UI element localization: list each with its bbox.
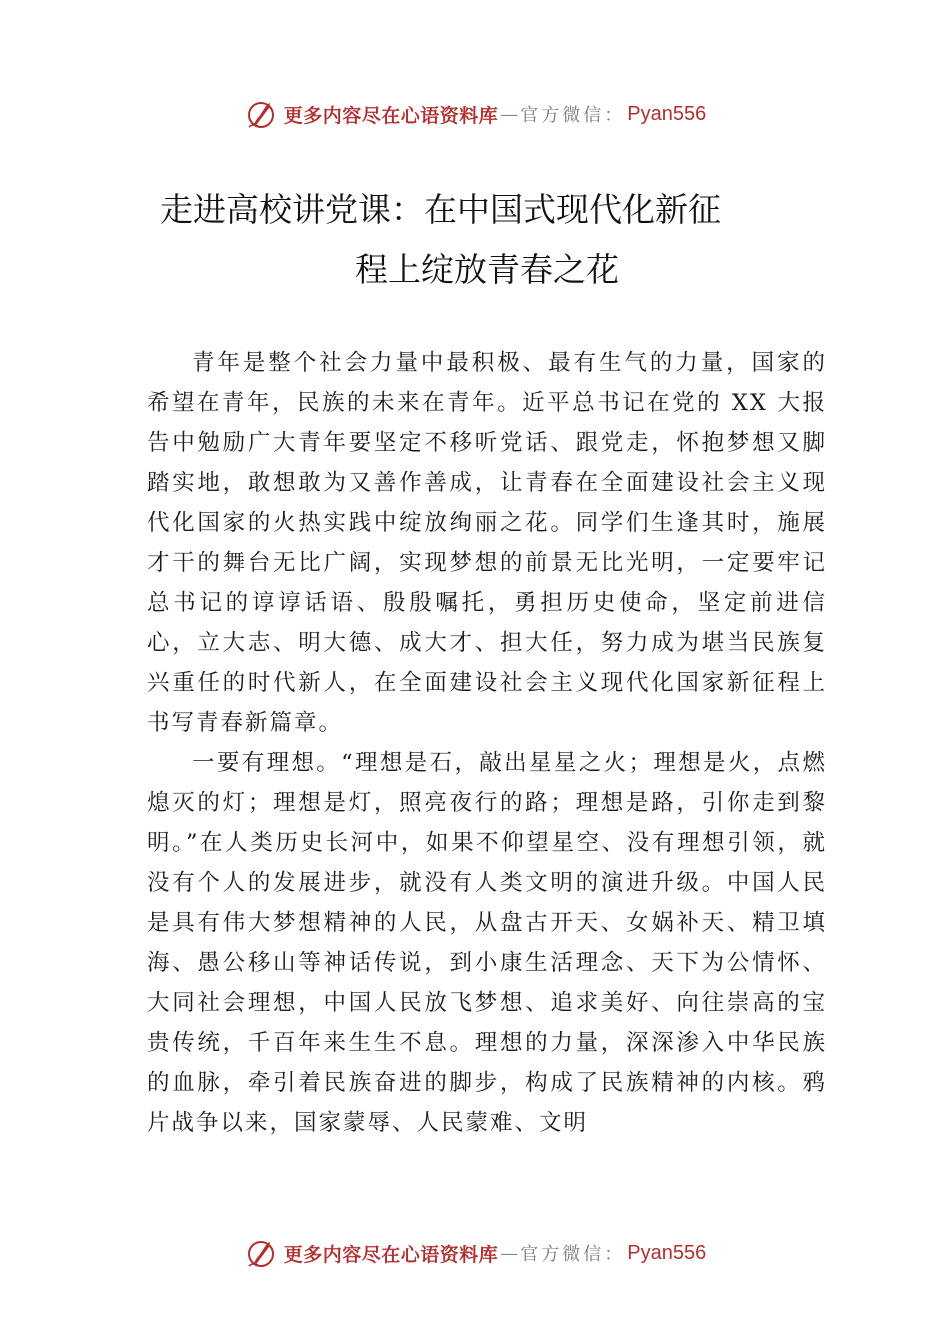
banner-brand-text: 更多内容尽在心语资料库 [283, 104, 499, 127]
title-line-1: 走进高校讲党课：在中国式现代化新征 [160, 190, 721, 229]
banner-wechat-label: 官方微信： [520, 105, 626, 126]
document-title [150, 180, 820, 300]
banner-wechat-label: 官方微信： [520, 1244, 626, 1265]
document-body [147, 343, 827, 1143]
banner-separator: — [500, 103, 519, 125]
banner-wechat-id: Pyan556 [627, 102, 707, 125]
banner-separator: — [500, 1242, 519, 1264]
title-line-2: 程上绽放青春之花 [355, 250, 619, 289]
banner-brand-text: 更多内容尽在心语资料库 [283, 1243, 499, 1266]
banner-wechat-id: Pyan556 [627, 1241, 707, 1264]
quill-pen-logo-icon [244, 97, 278, 131]
paragraph-intro: 青年是整个社会力量中最积极、最有生气的力量，国家的希望在青年，民族的未来在青年。近平总书记在党的 XX 大报告中勉励广大青年要坚定不移听党话、跟党走，怀抱梦想又脚踏实地，敢想敢为又善作善成，让青春在全面建设社会主义现代化国家的火热实践中绽放绚丽之花。同学们生逢其时，施展才干的舞台无比广阔，实现梦想的前景无比光明，一定要牢记总书记的谆谆话语、殷殷嘱托，勇担历史使命，坚定前进信心，立大志、明大德、成大才、担大任，努力成为堪当民族复兴重任的时代新人，在全面建设社会主义现代化国家新征程上书写青春新篇章。 [147, 350, 827, 736]
header-banner [0, 94, 950, 134]
footer-banner [0, 1233, 950, 1273]
paragraph-ideals: 一要有理想。“理想是石，敲出星星之火；理想是火，点燃熄灭的灯；理想是灯，照亮夜行的路；理想是路，引你走到黎明。”在人类历史长河中，如果不仰望星空、没有理想引领，就没有个人的发展进步，就没有人类文明的演进升级。中国人民是具有伟大梦想精神的人民，从盘古开天、女娲补天、精卫填海、愚公移山等神话传说，到小康生活理念、天下为公情怀、大同社会理想，中国人民放飞梦想、追求美好、向往崇高的宝贵传统，千百年来生生不息。理想的力量，深深渗入中华民族的血脉，牵引着民族奋进的脚步，构成了民族精神的内核。鸦片战争以来，国家蒙辱、人民蒙难、文明 [147, 750, 827, 1136]
quill-pen-logo-icon [244, 1236, 278, 1270]
